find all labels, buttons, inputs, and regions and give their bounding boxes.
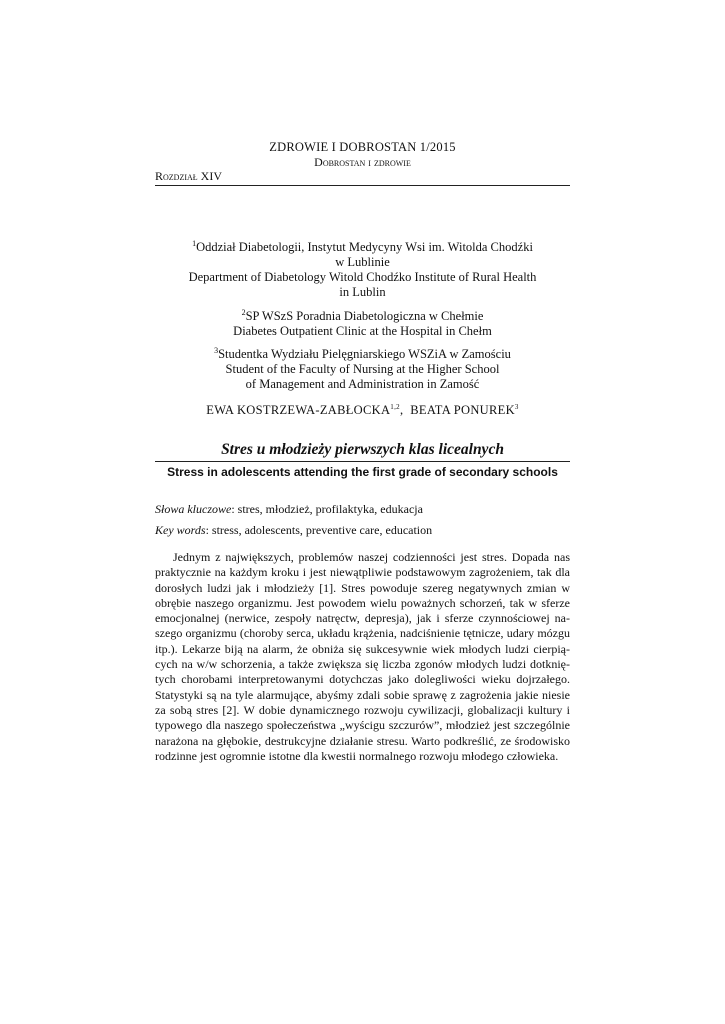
author-2: BEATA PONUREK bbox=[410, 403, 515, 418]
body-line: za sobą stres [2]. W dobie dynamicznego rozwoju cywilizacji, globalizacji kultury i bbox=[155, 702, 570, 717]
affiliation-1-line-3: Department of Diabetology Witold Chodźko Institute of Rural Health bbox=[188, 270, 537, 285]
body-line: rodzinne jest ogromnie istotne dla kwestii normalnego rozwoju młodego człowieka. bbox=[155, 748, 559, 763]
section-title: Dobrostan i zdrowie bbox=[314, 155, 411, 169]
journal-title: ZDROWIE I DOBROSTAN 1/2015 bbox=[269, 140, 456, 154]
article-title-en: Stress in adolescents attending the first grade of secondary schools bbox=[167, 465, 558, 479]
author-1-sup: 1,2 bbox=[390, 403, 400, 411]
affiliation-1-line-1: Oddział Diabetologii, Instytut Medycyny Wsi im. Witolda Chodźki bbox=[196, 240, 533, 255]
affiliation-3-line-3: of Management and Administration in Zamość bbox=[245, 377, 480, 392]
body-line: Statystyki są na tyle alarmujące, abyśmy zdali sobie sprawę z zagrożenia jakie niesie bbox=[155, 687, 570, 702]
chapter-label: Rozdział XIV bbox=[155, 169, 222, 183]
title-rule bbox=[155, 461, 570, 462]
header-rule bbox=[155, 185, 570, 186]
body-line: tych chorobami interpretowanymi dotychczas jako dolegliwości wieku dojrzałego. bbox=[155, 672, 570, 687]
affiliation-3-line-2: Student of the Faculty of Nursing at the Higher School bbox=[225, 362, 500, 377]
affiliation-1 bbox=[155, 236, 570, 300]
body-line: dorosłych ludzi jak i młodzieży [1]. Stres powoduje szereg negatywnych zmian w bbox=[155, 580, 570, 595]
affiliation-1-line-2: w Lublinie bbox=[335, 255, 390, 270]
author-1: EWA KOSTRZEWA-ZABŁOCKA bbox=[206, 403, 391, 418]
keywords-en bbox=[155, 523, 570, 538]
document-page bbox=[155, 0, 570, 1024]
keywords-en-values: : stress, adolescents, preventive care, education bbox=[205, 523, 433, 537]
affiliation-1-line-4: in Lublin bbox=[339, 285, 386, 300]
body-line: cych na w/w schorzenia, a także zwiększa się liczba zgonów młodych ludzi dotknię- bbox=[155, 657, 570, 672]
article-title-pl: Stres u młodzieży pierwszych klas licealnych bbox=[221, 441, 504, 458]
authors-line bbox=[155, 403, 570, 418]
body-line: itp.). Lekarze biją na alarm, że obniża się sukcesywnie wiek młodych ludzi cierpią- bbox=[155, 641, 570, 656]
body-line: szego organizmu (choroby serca, układu krążenia, nadciśnienie tętnicze, udary mózgu bbox=[155, 626, 570, 641]
affiliation-2-line-1: SP WSzS Poradnia Diabetologiczna w Chełmie bbox=[245, 309, 484, 324]
body-line: typowego dla naszego społeczeństwa „wyścigu szczurów”, młodzież jest szczególnie bbox=[155, 718, 570, 733]
body-paragraph bbox=[155, 550, 570, 764]
author-2-sup: 3 bbox=[514, 403, 519, 411]
keywords-pl-values: : stres, młodzież, profilaktyka, edukacja bbox=[231, 502, 423, 516]
keywords-pl-label: Słowa kluczowe bbox=[155, 502, 232, 516]
affiliation-2 bbox=[155, 305, 570, 339]
affiliation-3-line-1: Studentka Wydziału Pielęgniarskiego WSZiA w Zamościu bbox=[218, 347, 511, 362]
keywords-pl bbox=[155, 502, 570, 517]
body-line: emocjonalnej (nerwice, zespoły natręctw, depresja), jak i sferze czynnościowej na- bbox=[155, 611, 570, 626]
affiliation-3 bbox=[155, 343, 570, 392]
body-line: narażona na głębokie, destrukcyjne działanie stresu. Warto podkreślić, ze środowisko bbox=[155, 733, 570, 748]
affiliation-3-sup: 3 bbox=[214, 346, 219, 355]
affiliation-2-line-2: Diabetes Outpatient Clinic at the Hospital in Chełm bbox=[233, 324, 492, 339]
affiliation-2-sup: 2 bbox=[241, 308, 246, 317]
body-line: Jednym z największych, problemów naszej codzienności jest stres. Dopada nas bbox=[173, 550, 570, 564]
keywords-en-label: Key words bbox=[155, 523, 206, 537]
body-line: obrębie naszego organizmu. Jest powodem wielu poważnych schorzeń, tak w sferze bbox=[155, 595, 570, 610]
affiliation-1-sup: 1 bbox=[192, 239, 197, 248]
author-separator: , bbox=[399, 403, 404, 418]
body-line: praktycznie na każdym kroku i jest niewątpliwie podstawowym zagrożeniem, tak dla bbox=[155, 565, 570, 580]
